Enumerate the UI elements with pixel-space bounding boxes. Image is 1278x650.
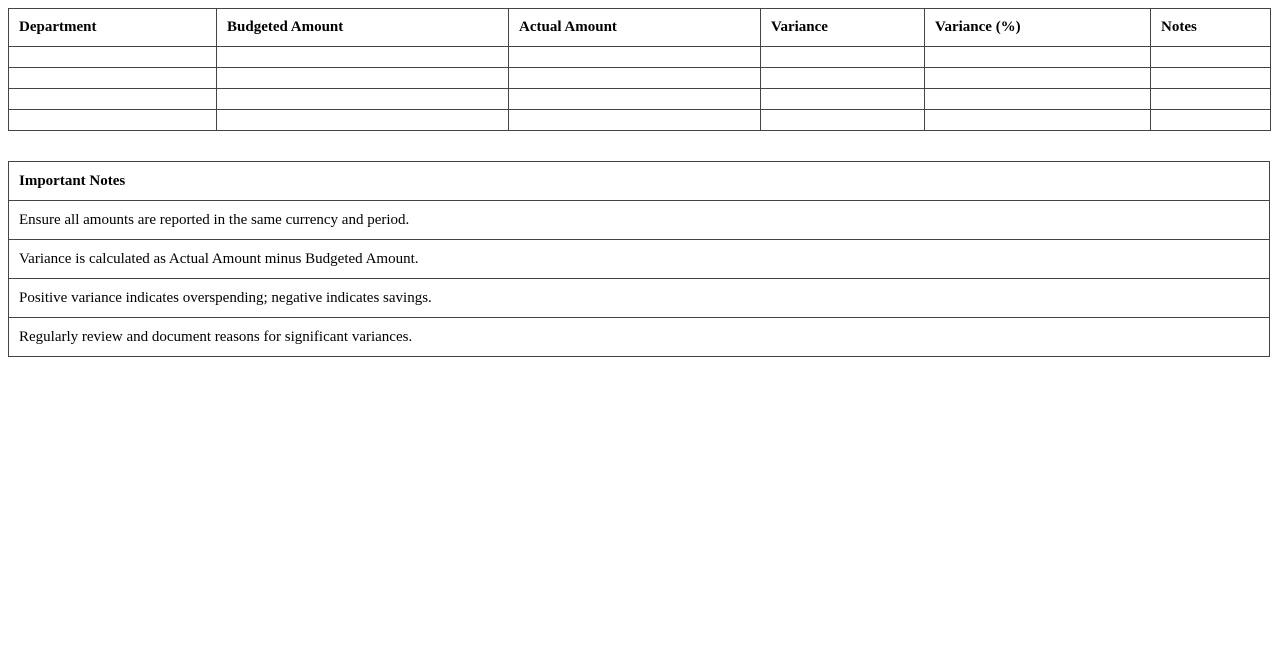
cell-notes[interactable]: [1151, 110, 1271, 131]
cell-department[interactable]: [9, 68, 217, 89]
table-header-row: [9, 9, 1271, 47]
list-item: [9, 318, 1270, 357]
cell-budgeted-amount[interactable]: [217, 110, 509, 131]
cell-notes[interactable]: [1151, 47, 1271, 68]
note-text: Ensure all amounts are reported in the same currency and period.: [9, 201, 1270, 240]
notes-header-row: [9, 162, 1270, 201]
cell-notes[interactable]: [1151, 89, 1271, 110]
cell-variance-percent[interactable]: [925, 110, 1151, 131]
cell-budgeted-amount[interactable]: [217, 47, 509, 68]
note-text: Variance is calculated as Actual Amount minus Budgeted Amount.: [9, 240, 1270, 279]
cell-variance[interactable]: [761, 110, 925, 131]
important-notes-table: [8, 161, 1270, 357]
cell-variance[interactable]: [761, 47, 925, 68]
header-variance-percent: Variance (%): [925, 9, 1151, 47]
cell-actual-amount[interactable]: [509, 110, 761, 131]
cell-variance-percent[interactable]: [925, 89, 1151, 110]
cell-department[interactable]: [9, 89, 217, 110]
table-row: [9, 47, 1271, 68]
notes-title: Important Notes: [9, 162, 1270, 201]
table-row: [9, 110, 1271, 131]
header-budgeted-amount: Budgeted Amount: [217, 9, 509, 47]
cell-budgeted-amount[interactable]: [217, 89, 509, 110]
header-department: Department: [9, 9, 217, 47]
cell-variance-percent[interactable]: [925, 47, 1151, 68]
cell-notes[interactable]: [1151, 68, 1271, 89]
cell-actual-amount[interactable]: [509, 89, 761, 110]
cell-variance[interactable]: [761, 68, 925, 89]
cell-budgeted-amount[interactable]: [217, 68, 509, 89]
list-item: [9, 201, 1270, 240]
header-notes: Notes: [1151, 9, 1271, 47]
header-variance: Variance: [761, 9, 925, 47]
cell-actual-amount[interactable]: [509, 47, 761, 68]
note-text: Positive variance indicates overspending; negative indicates savings.: [9, 279, 1270, 318]
cell-actual-amount[interactable]: [509, 68, 761, 89]
list-item: [9, 240, 1270, 279]
header-actual-amount: Actual Amount: [509, 9, 761, 47]
budget-variance-table: [8, 8, 1271, 131]
list-item: [9, 279, 1270, 318]
cell-variance[interactable]: [761, 89, 925, 110]
cell-department[interactable]: [9, 47, 217, 68]
cell-variance-percent[interactable]: [925, 68, 1151, 89]
table-row: [9, 89, 1271, 110]
note-text: Regularly review and document reasons for significant variances.: [9, 318, 1270, 357]
table-row: [9, 68, 1271, 89]
cell-department[interactable]: [9, 110, 217, 131]
